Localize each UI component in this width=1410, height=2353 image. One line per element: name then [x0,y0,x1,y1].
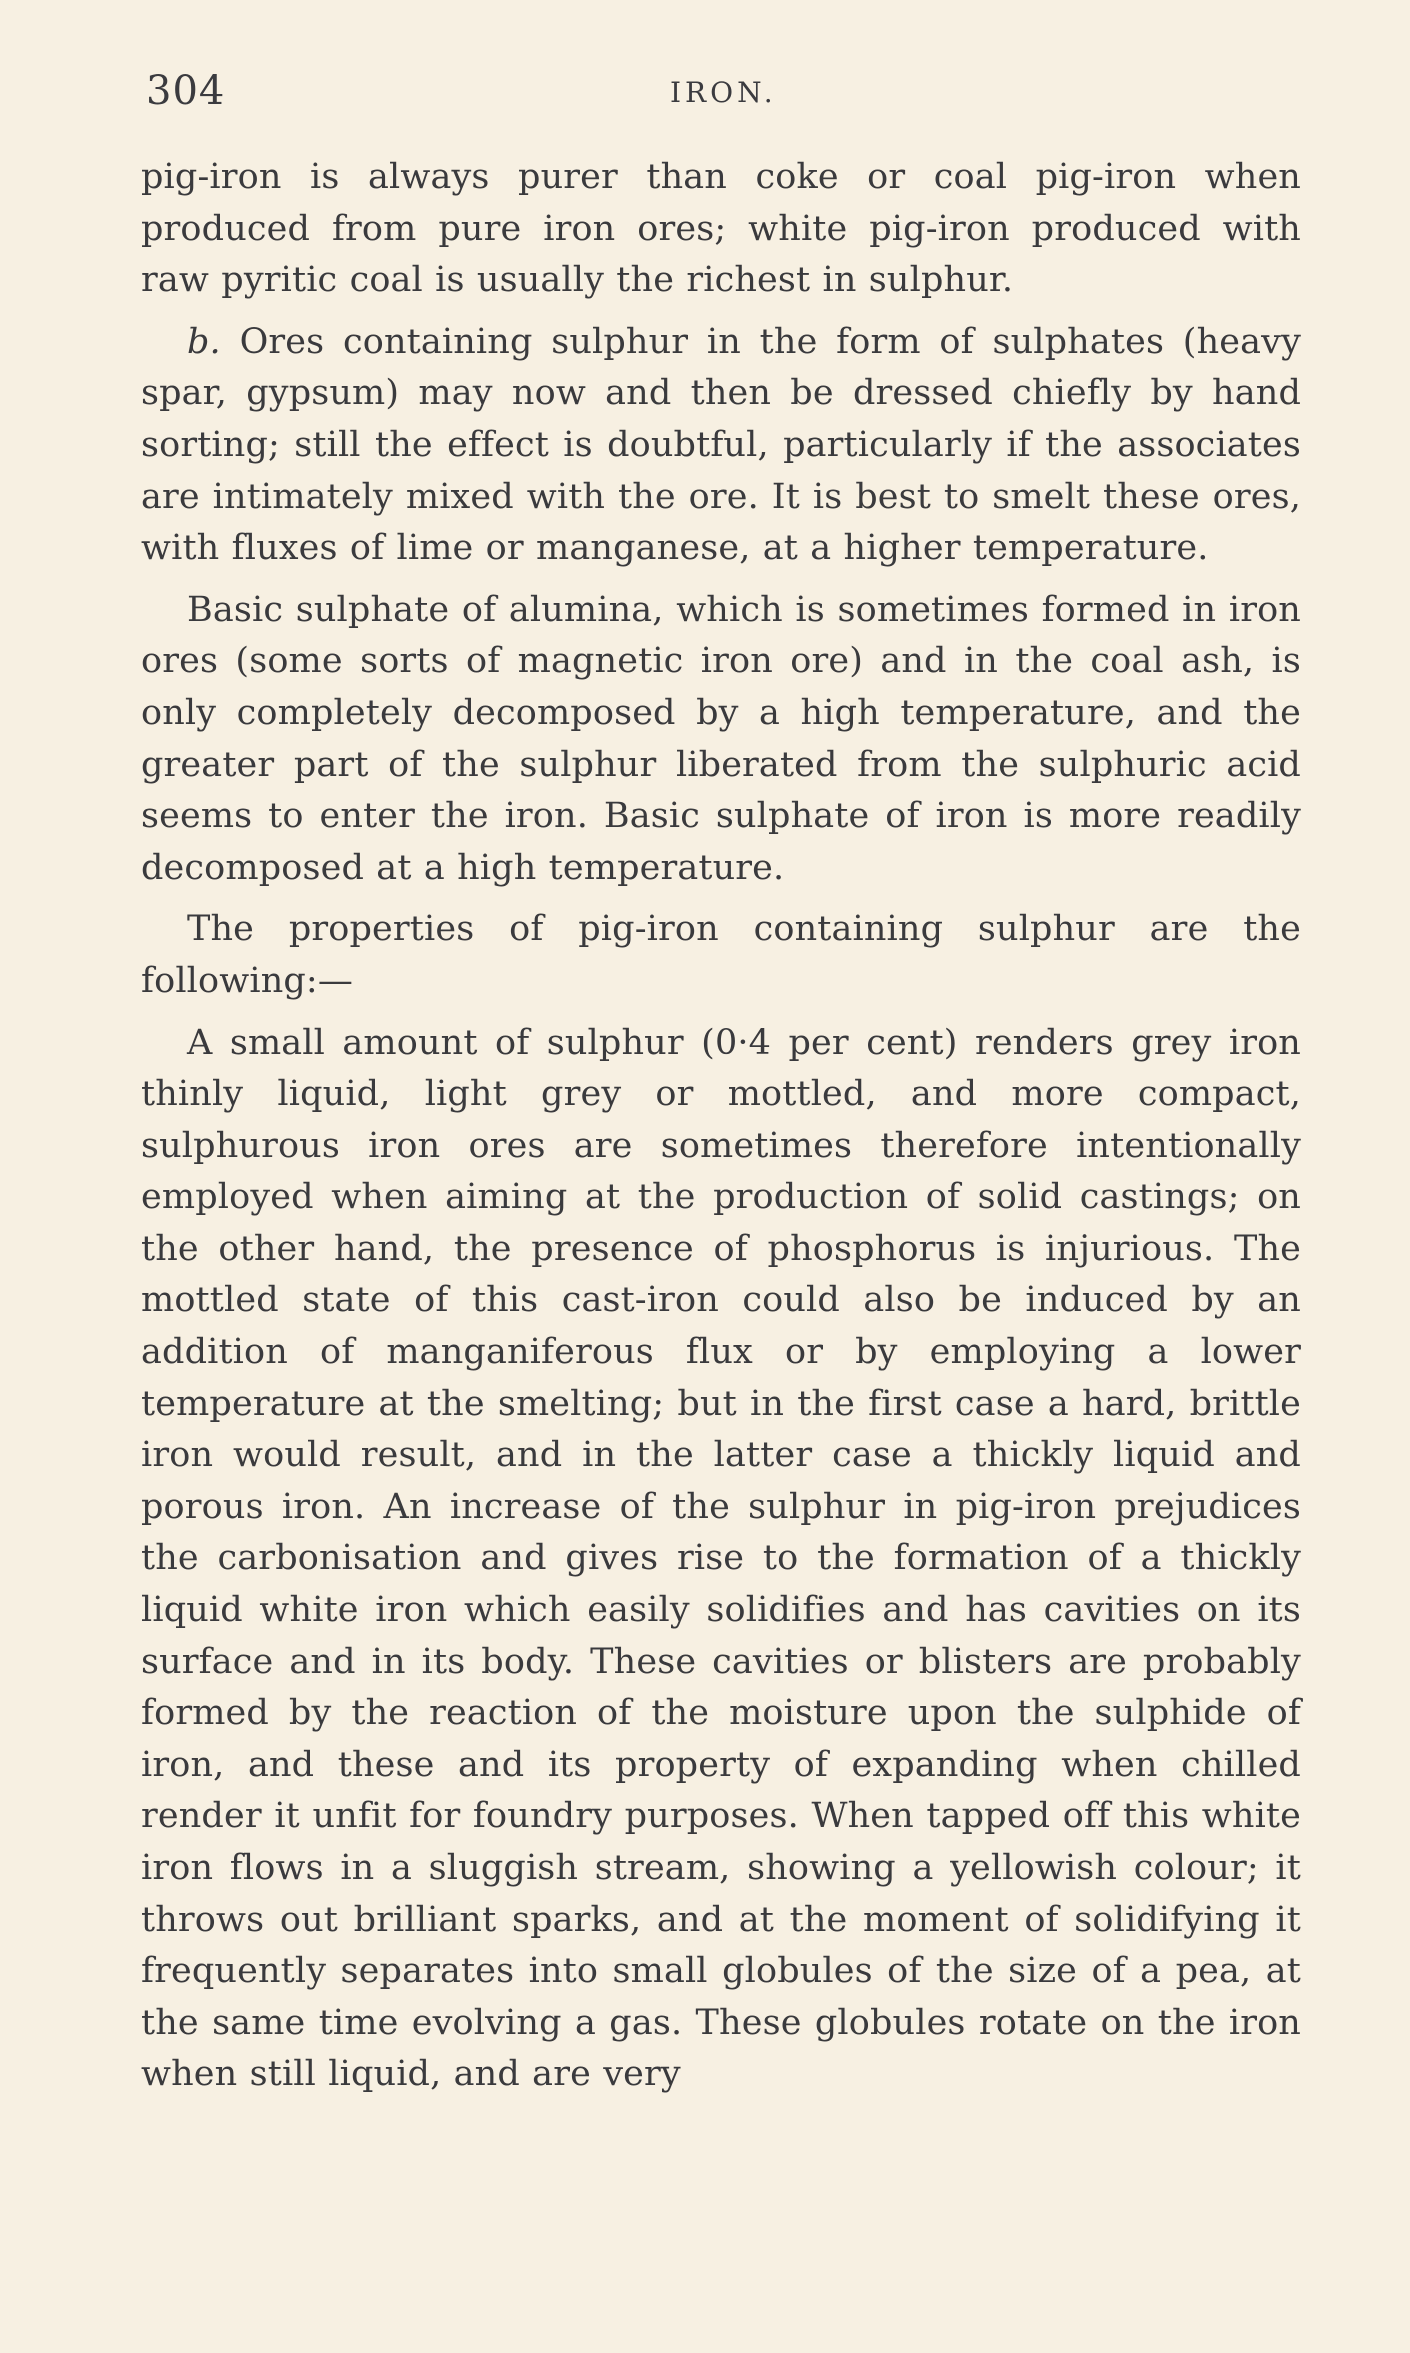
running-title: IRON. [670,76,777,109]
page-header [140,68,1300,128]
paragraph-continued: pig-iron is always purer than coke or coal pig-iron when produced from pure iron ores; white pig-iron produced with raw pyritic coal is usually the richest in sulphur. [141,157,1301,301]
paragraph-b-text: Ores containing sulphur in the form of sulphates (heavy spar, gypsum) may now and then be dressed chiefly by hand sorting; still the effect is doubtful, particularly if the associates are intimately mixed with the ore. It is best to smelt these ores, with fluxes of lime or manganese, at a higher temperature. [141,321,1301,569]
paragraph-basic-sulphate: Basic sulphate of alumina, which is sometimes formed in iron ores (some sorts of magnetic iron ore) and in the coal ash, is only completely decomposed by a high temperature, and the greater part of the sulphur liberated from the sulphuric acid seems to enter the iron. Basic sulphate of iron is more readily decomposed at a high temperature. [141,589,1301,888]
paragraph-b [141,317,1301,575]
paragraph-small-amount: A small amount of sulphur (0·4 per cent) renders grey iron thinly liquid, light grey or mottled, and more compact, sulphurous iron ores are sometimes therefore intentionally employed when aiming at the production of solid castings; on the other hand, the presence of phosphorus is injurious. The mottled state of this cast-iron could also be induced by an addition of manganiferous flux or by employing a lower temperature at the smelting; but in the first case a hard, brittle iron would result, and in the latter case a thickly liquid and porous iron. An increase of the sulphur in pig-iron prejudices the carbonisation and gives rise to the formation of a thickly liquid white iron which easily solidifies and has cavities on its surface and in its body. These cavities or blisters are probably formed by the reaction of the moisture upon the sulphide of iron, and these and its property of expanding when chilled render it unfit for foundry purposes. When tapped off this white iron flows in a sluggish stream, showing a yellowish colour; it throws out brilliant sparks, and at the moment of solidifying it frequently separates into small globules of the size of a pea, at the same time evolving a gas. These globules rotate on the iron when still liquid, and are very [141,1022,1301,2095]
paragraph-marker: b. [187,321,221,362]
paragraph-properties: The properties of pig-iron containing sulphur are the following:— [141,909,1301,1001]
body-text [141,152,1301,2111]
page-number: 304 [146,68,226,114]
